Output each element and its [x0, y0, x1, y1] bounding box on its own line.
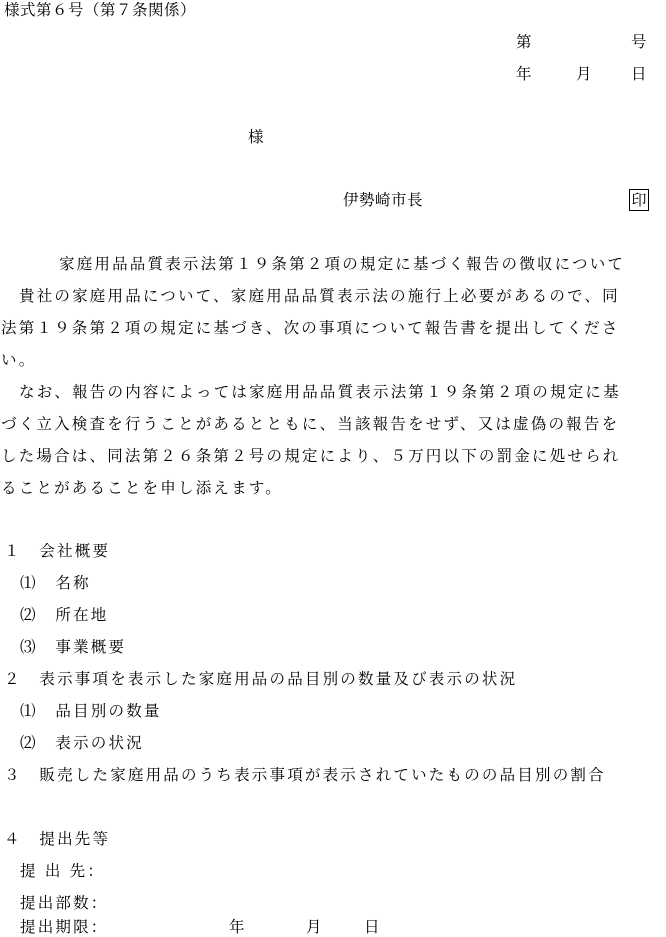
date-month-label: 月 [576, 65, 593, 83]
sub-item: ⑶ 事業概要 [20, 638, 127, 656]
date-year-label: 年 [516, 65, 533, 83]
body-line: ることがあることを申し添えます。 [1, 479, 283, 497]
sub-item: ⑵ 所在地 [20, 606, 109, 624]
item-heading: ３ 販売した家庭用品のうち表示事項が表示されていたものの品目別の割合 [4, 766, 606, 784]
sub-item: ⑴ 品目別の数量 [20, 702, 162, 720]
deadline-year-label: 年 [229, 918, 246, 936]
body-line: した場合は、同法第２６条第２号の規定により、５万円以下の罰金に処せられ [1, 447, 621, 465]
body-line: づく立入検査を行うことがあるとともに、当該報告をせず、又は虚偽の報告を [1, 415, 620, 433]
submission-deadline-label: 提出期限： [20, 918, 109, 936]
form-id: 様式第６号（第７条関係） [4, 1, 197, 19]
seal-mark: 印 [629, 189, 649, 211]
sender-name: 伊勢崎市長 [343, 191, 424, 209]
deadline-month-label: 月 [306, 918, 323, 936]
number-label-right: 号 [631, 33, 648, 51]
deadline-day-label: 日 [364, 918, 381, 936]
sub-item: ⑵ 表示の状況 [20, 734, 144, 752]
addressee-honorific: 様 [248, 128, 265, 146]
item-heading: １ 会社概要 [4, 542, 111, 560]
item-heading: ２ 表示事項を表示した家庭用品の品目別の数量及び表示の状況 [4, 670, 518, 688]
body-line: なお、報告の内容によっては家庭用品品質表示法第１９条第２項の規定に基 [19, 383, 621, 401]
submission-heading: ４ 提出先等 [4, 830, 111, 848]
date-day-label: 日 [631, 65, 648, 83]
body-line: 法第１９条第２項の規定に基づき、次の事項について報告書を提出してくださ [1, 319, 620, 337]
document-title: 家庭用品品質表示法第１９条第２項の規定に基づく報告の徴収について [59, 255, 626, 273]
body-line: い。 [1, 351, 37, 369]
body-line: 貴社の家庭用品について、家庭用品品質表示法の施行上必要があるので、同 [19, 287, 620, 305]
submission-to-label: 提 出 先： [20, 862, 106, 880]
sub-item: ⑴ 名称 [20, 574, 91, 592]
number-label-left: 第 [516, 33, 533, 51]
submission-copies-label: 提出部数： [20, 894, 109, 912]
